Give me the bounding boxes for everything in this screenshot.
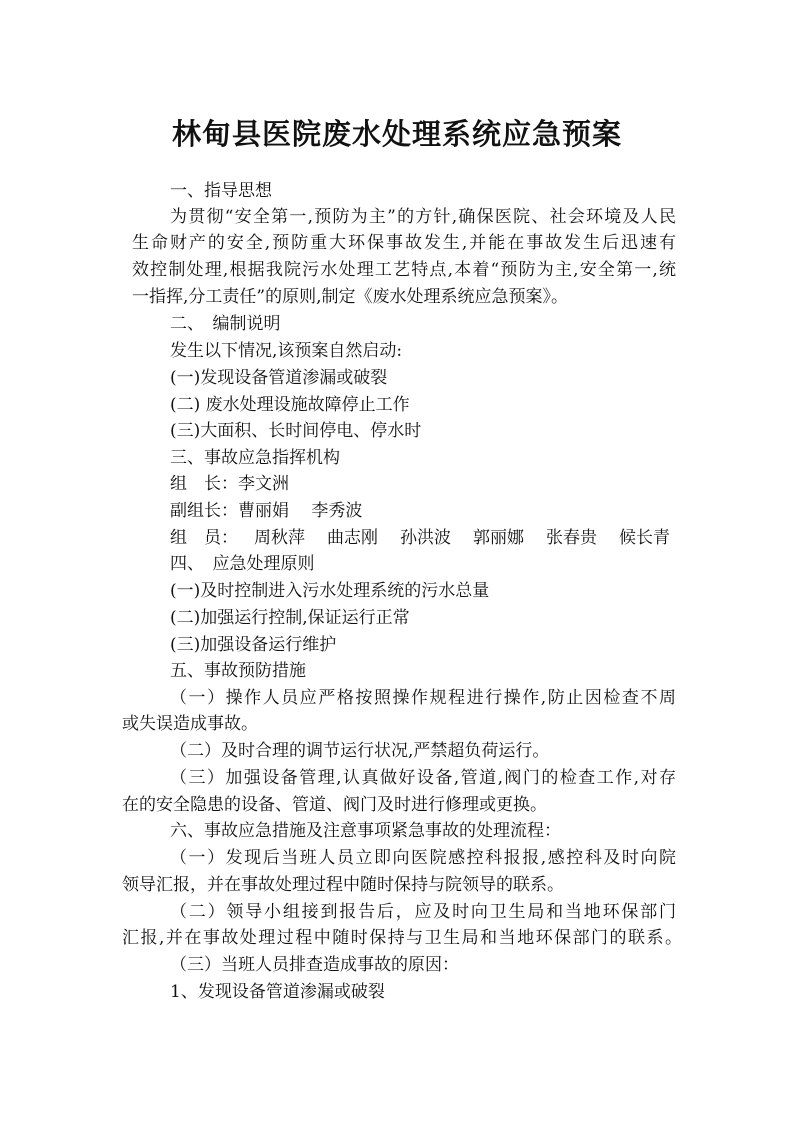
section-5-paragraph-line: （三）加强设备管理,认真做好设备,管道,阀门的检查工作,对存 (170, 768, 676, 788)
section-6-paragraph-line: 领导汇报，并在事故处理过程中随时保持与院领导的联系。 (122, 875, 564, 895)
section-6-paragraph-line: （二）领导小组接到报告后，应及时向卫生局和当地环保部门 (170, 902, 676, 922)
member-name: 孙洪波 (400, 528, 451, 548)
section-6-heading: 六、事故应急措施及注意事项紧急事故的处理流程： (170, 821, 561, 841)
section-2-intro: 发生以下情况,该预案自然启动: (170, 341, 403, 361)
member-name: 候长青 (619, 528, 670, 548)
section-1-paragraph-line: 一指挥,分工责任”的原则,制定《废水处理系统应急预案》。 (132, 287, 568, 307)
section-1-paragraph-line: 为贯彻“安全第一,预防为主”的方针,确保医院、社会环境及人民 (170, 207, 676, 227)
section-6-paragraph-line: 汇报,并在事故处理过程中随时保持与卫生局和当地环保部门的联系。 (122, 928, 682, 948)
section-4-item: (三)加强设备运行维护 (170, 635, 337, 655)
section-2-item: (三)大面积、长时间停电、停水时 (170, 421, 422, 441)
group-members-line (170, 525, 670, 551)
section-1-paragraph-line: 生命财产的安全,预防重大环保事故发生,并能在事故发生后迅速有 (132, 233, 676, 253)
member-name: 张春贵 (546, 528, 597, 548)
member-name: 周秋萍 (254, 528, 305, 548)
section-2-item: (二) 废水处理设施故障停止工作 (170, 395, 410, 415)
section-4-item: (二)加强运行控制,保证运行正常 (170, 608, 410, 628)
section-1-paragraph-line: 效控制处理,根据我院污水处理工艺特点,本着“预防为主,安全第一,统 (132, 260, 676, 280)
section-6-subitem: 1、发现设备管道渗漏或破裂 (170, 982, 385, 1002)
section-2-item: (一)发现设备管道渗漏或破裂 (170, 368, 388, 388)
section-5-paragraph-line: （一）操作人员应严格按照操作规程进行操作,防止因检查不周 (170, 688, 676, 708)
section-1-heading: 一、指导思想 (170, 181, 272, 201)
section-5-paragraph-line: （二）及时合理的调节运行状况,严禁超负荷运行。 (170, 741, 550, 761)
deputy-leader-line: 副组长：曹丽娟 李秀波 (170, 501, 363, 521)
section-5-paragraph-line: 或失误造成事故。 (122, 714, 258, 734)
group-leader-line: 组 长：李文洲 (170, 474, 289, 494)
section-5-heading: 五、事故预防措施 (170, 661, 306, 681)
member-name: 郭丽娜 (473, 528, 524, 548)
member-name: 曲志刚 (327, 528, 378, 548)
document-title: 林甸县医院废水处理系统应急预案 (171, 117, 622, 151)
section-4-item: (一)及时控制进入污水处理系统的污水总量 (170, 581, 490, 601)
section-6-paragraph-line: （一）发现后当班人员立即向医院感控科报报,感控科及时向院 (170, 848, 676, 868)
members-label: 组 员： (170, 528, 238, 548)
section-2-heading: 二、 编制说明 (170, 314, 281, 334)
section-6-paragraph-line: （三）当班人员排查造成事故的原因： (170, 955, 459, 975)
section-3-heading: 三、事故应急指挥机构 (170, 448, 340, 468)
section-4-heading: 四、 应急处理原则 (170, 554, 315, 574)
section-5-paragraph-line: 在的安全隐患的设备、管道、阀门及时进行修理或更换。 (122, 795, 547, 815)
